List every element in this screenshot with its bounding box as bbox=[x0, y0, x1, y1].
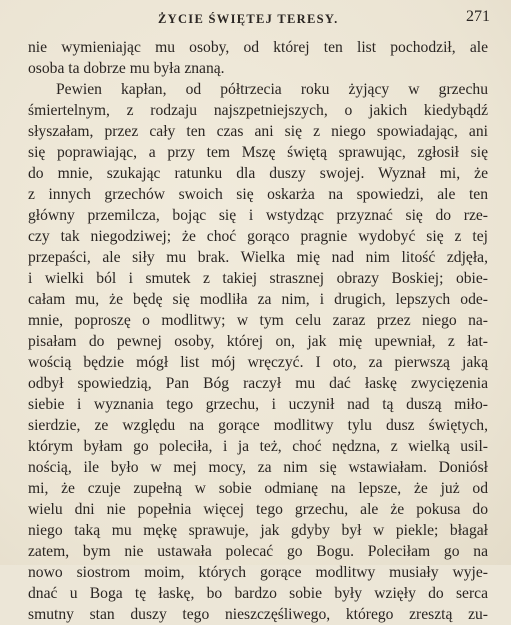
text-line: się poprawiając, a przy tem Mszę świętą sprawując, zgłosił się bbox=[28, 144, 488, 161]
page-number: 271 bbox=[466, 8, 490, 25]
text-line: do mnie, szukając ratunku dla duszy swojej. Wyznał mi, że bbox=[28, 165, 488, 182]
text-line: mi, że czuje zupełną w sobie odmianę na lepsze, że już od bbox=[28, 480, 488, 497]
text-line: smutny stan duszy tego nieszczęśliwego, którego zresztą zu- bbox=[28, 606, 488, 623]
text-line: siebie i wyznania tego grzechu, i uczynił nad tą duszą miło- bbox=[28, 396, 488, 413]
text-line: i wielki ból i smutek z takiej strasznej obrazy Boskiej; obie- bbox=[28, 270, 488, 287]
text-line: mnie, poproszę o modlitwy; w tym celu zaraz przez niego na- bbox=[28, 312, 488, 329]
text-line: zatem, bym nie ustawała polecać go Bogu. Poleciłam go na bbox=[28, 543, 488, 560]
text-line: wością będzie mógł list mój wręczyć. I oto, za pierwszą jaką bbox=[28, 354, 488, 371]
text-line: nością, ile było w mej mocy, za nim się wstawiałam. Doniósł bbox=[28, 459, 488, 476]
text-line: pisałam do pewnej osoby, której on, jak mię upewniał, z łat- bbox=[28, 333, 488, 350]
text-line: słyszałam, przez cały ten czas ani się z niego spowiadając, ani bbox=[28, 123, 488, 140]
text-line: nie wymieniając mu osoby, od której ten list pochodził, ale bbox=[28, 39, 488, 56]
text-line: czy tak niegodziwej; że choć gorąco pragnie wydobyć się z tej bbox=[28, 228, 488, 245]
page-header bbox=[0, 6, 511, 30]
text-line: całam mu, że będę się modliła za nim, i drugich, lepszych ode- bbox=[28, 291, 488, 308]
running-title: ŻYCIE ŚWIĘTEJ TERESY. bbox=[158, 12, 339, 26]
text-line: wielu dni nie popełnia więcej tego grzechu, ale że pokusa do bbox=[28, 501, 488, 518]
text-line: niego taką mu mękę sprawuje, jak gdyby był w piekle; błagał bbox=[28, 522, 488, 539]
text-line: sierdzie, ze względu na gorące modlitwy tylu dusz świętych, bbox=[28, 417, 488, 434]
text-line: nowo siostrom moim, których gorące modlitwy musiały wyje- bbox=[28, 564, 488, 581]
text-line: osoba ta dobrze mu była znaną. bbox=[28, 60, 225, 77]
text-line: którym byłam go poleciła, i ja też, choć nędzna, z wielką usil- bbox=[28, 438, 488, 455]
text-line: przepaści, ale siły mu brak. Wielka mię nad nim litość zdjęła, bbox=[28, 249, 488, 266]
text-line: z innych grzechów swoich się oskarża na spowiedzi, ale ten bbox=[28, 186, 488, 203]
text-line: Pewien kapłan, od półtrzecia roku żyjący w grzechu bbox=[56, 81, 488, 98]
text-line: dnać u Boga tę łaskę, bo bardzo sobie były wzięły do serca bbox=[28, 585, 488, 602]
text-line: śmiertelnym, z rodzaju najszpetniejszych, o jakich kiedybądź bbox=[28, 102, 488, 119]
text-line: główny przemilcza, bojąc się i wstydząc przyznać się do rze- bbox=[28, 207, 488, 224]
text-line: odbył spowiedzią, Pan Bóg raczył mu dać łaskę zwycięzenia bbox=[28, 375, 488, 392]
